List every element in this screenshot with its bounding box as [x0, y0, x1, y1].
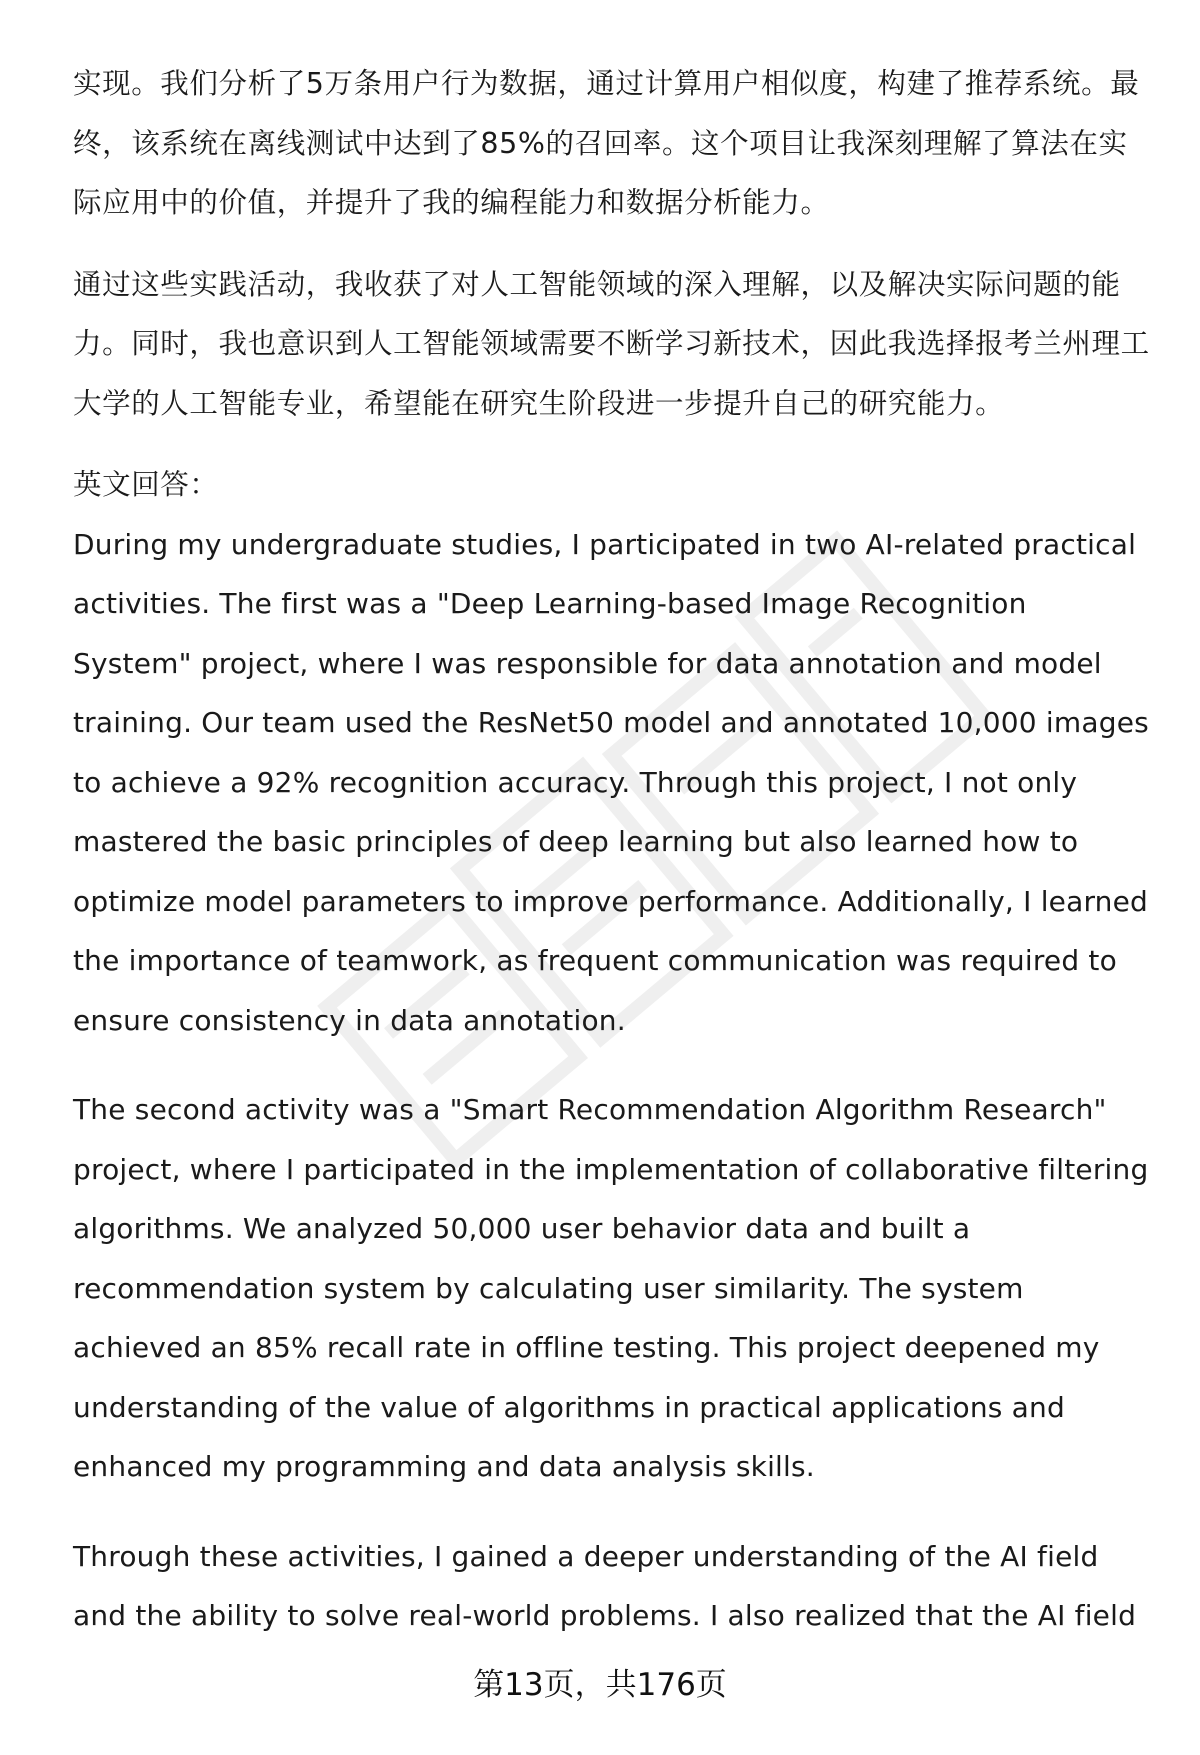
chinese-paragraph-2: 通过这些实践活动，我收获了对人工智能领域的深入理解，以及解决实际问题的能力。同时，我也意识到人工智能领域需要不断学习新技术，因此我选择报考兰州理工大学的人工智能专业，希望能在研究生阶段进一步提升自己的研究能力。 [73, 267, 1150, 420]
english-paragraph-3: Through these activities, I gained a deeper understanding of the AI field and the ability to solve real-world problems. I also realized that the AI field [73, 1539, 1137, 1632]
english-answer-label: 英文回答： [73, 468, 219, 501]
english-paragraph-1: During my undergraduate studies, I participated in two AI-related practical activities. The first was a "Deep Learning-based Image Recognition System" project, where I was responsible for data annotation and model training. Our team used the ResNet50 model and annotated 10,000 images to achieve a 92% recognition accuracy. Through this project, I not only mastered the basic principles of deep learning but also learned how to optimize model parameters to improve performance. Additionally, I learned the importance of teamwork, as frequent communication was required to ensure consistency in data annotation. [73, 527, 1149, 1037]
page-number-footer: 第13页，共176页 [473, 1667, 727, 1703]
english-paragraph-2: The second activity was a "Smart Recommendation Algorithm Research" project, where I participated in the implementation of collaborative filtering algorithms. We analyzed 50,000 user behavior data and built a recommendation system by calculating user similarity. The system achieved an 85% recall rate in offline testing. This project deepened my understanding of the value of algorithms in practical applications and enhanced my programming and data analysis skills. [73, 1093, 1149, 1483]
chinese-paragraph-1: 实现。我们分析了5万条用户行为数据，通过计算用户相似度，构建了推荐系统。最终，该系统在离线测试中达到了85%的召回率。这个项目让我深刻理解了算法在实际应用中的价值，并提升了我的编程能力和数据分析能力。 [73, 67, 1140, 219]
document-body [73, 54, 1153, 1646]
